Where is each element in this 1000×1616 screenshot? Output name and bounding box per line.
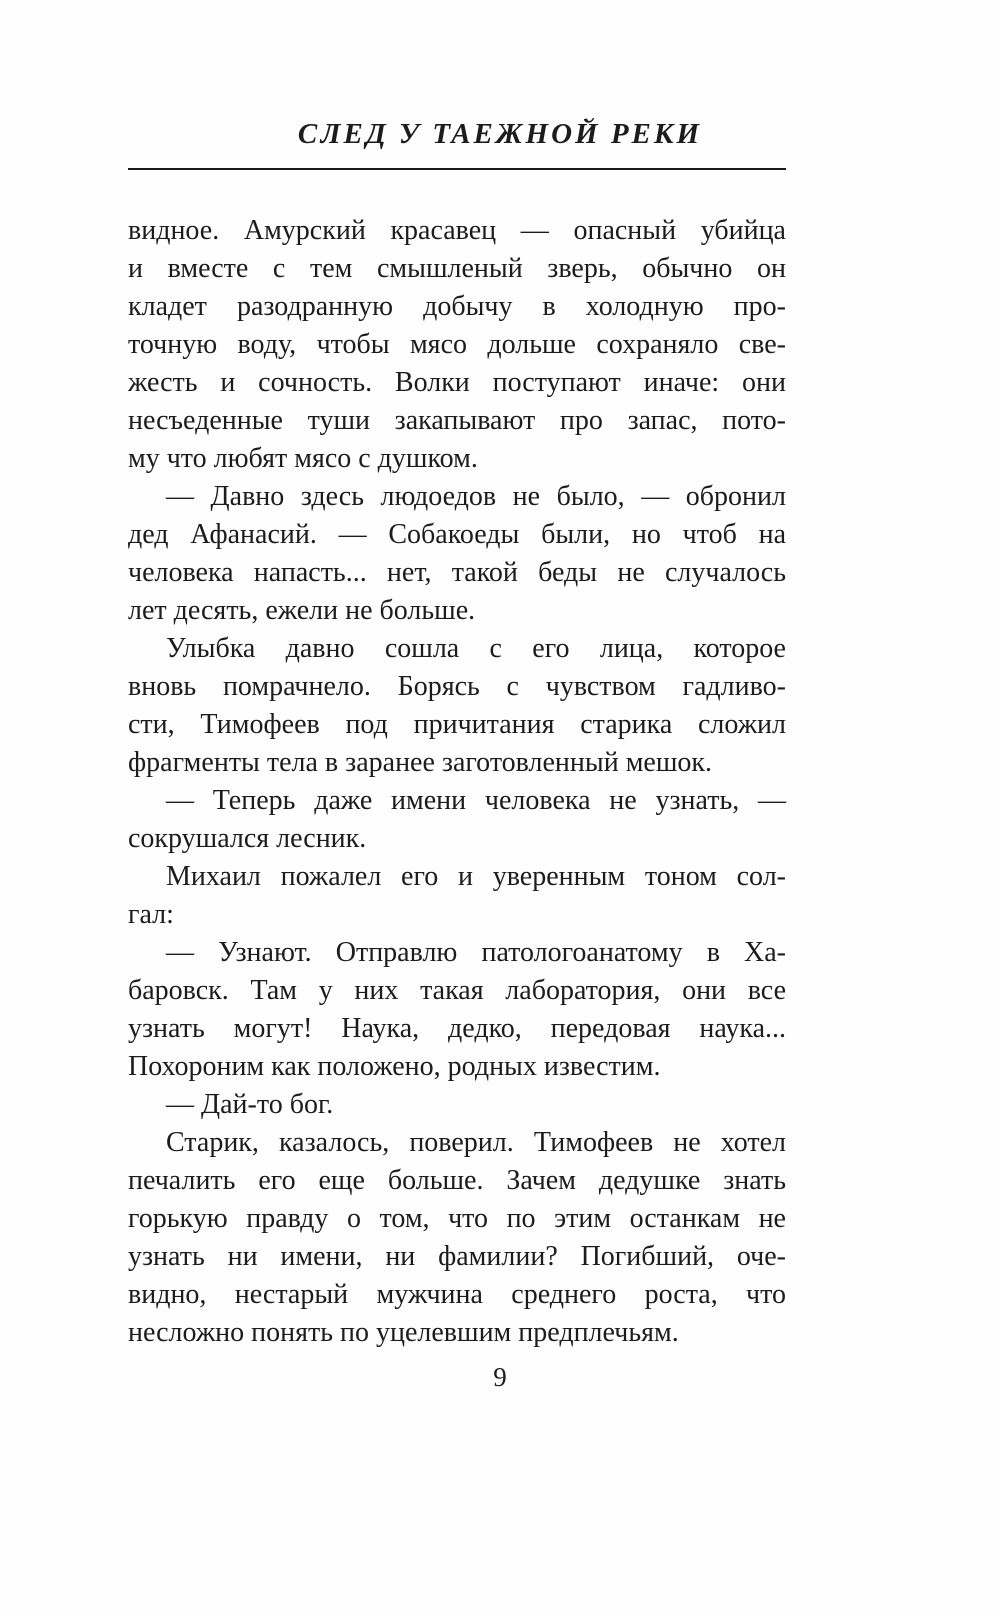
body-text bbox=[128, 212, 786, 1352]
paragraph bbox=[128, 212, 786, 478]
text-line: дед Афанасий. — Собакоеды были, но чтоб на bbox=[128, 519, 786, 550]
paragraph bbox=[128, 1124, 786, 1352]
text-line: видно, нестарый мужчина среднего роста, что bbox=[128, 1279, 786, 1310]
text-line: горькую правду о том, что по этим останкам не bbox=[128, 1203, 786, 1234]
text-line: му что любят мясо с душком. bbox=[128, 443, 478, 474]
text-line: фрагменты тела в заранее заготовленный мешок. bbox=[128, 747, 713, 778]
paragraph bbox=[128, 478, 786, 630]
paragraph bbox=[128, 934, 786, 1086]
paragraph bbox=[128, 1086, 786, 1124]
text-line: печалить его еще больше. Зачем дедушке знать bbox=[128, 1165, 786, 1196]
text-line: несложно понять по уцелевшим предплечьям. bbox=[128, 1317, 679, 1348]
text-line: несъеденные туши закапывают про запас, пото- bbox=[128, 405, 786, 436]
text-line: сти, Тимофеев под причитания старика сложил bbox=[128, 709, 786, 740]
text-line: Похороним как положено, родных известим. bbox=[128, 1051, 661, 1082]
paragraph bbox=[128, 858, 786, 934]
header-rule bbox=[128, 168, 786, 170]
paragraph bbox=[128, 630, 786, 782]
text-line: баровск. Там у них такая лаборатория, они все bbox=[128, 975, 786, 1006]
page-number: 9 bbox=[493, 1362, 507, 1392]
text-line: Улыбка давно сошла с его лица, которое bbox=[166, 633, 786, 664]
paragraph bbox=[128, 782, 786, 858]
text-line: кладет разодранную добычу в холодную про- bbox=[128, 291, 786, 322]
text-line: узнать ни имени, ни фамилии? Погибший, оче- bbox=[128, 1241, 786, 1272]
text-line: сокрушался лесник. bbox=[128, 823, 367, 854]
text-line: вновь помрачнело. Борясь с чувством гадливо- bbox=[128, 671, 786, 702]
running-head-title: СЛЕД У ТАЕЖНОЙ РЕКИ bbox=[297, 118, 703, 150]
text-line: Старик, казалось, поверил. Тимофеев не хотел bbox=[166, 1127, 786, 1158]
text-line: — Дай-то бог. bbox=[166, 1089, 334, 1120]
text-line: — Давно здесь людоедов не было, — обронил bbox=[166, 481, 786, 512]
text-line: точную воду, чтобы мясо дольше сохраняло све- bbox=[128, 329, 786, 360]
text-line: — Теперь даже имени человека не узнать, — bbox=[166, 785, 786, 816]
text-line: Михаил пожалел его и уверенным тоном сол- bbox=[166, 861, 786, 892]
text-line: лет десять, ежели не больше. bbox=[128, 595, 476, 626]
text-line: человека напасть... нет, такой беды не случалось bbox=[128, 557, 786, 588]
text-line: — Узнают. Отправлю патологоанатому в Ха- bbox=[166, 937, 786, 968]
text-line: узнать могут! Наука, дедко, передовая наука... bbox=[128, 1013, 786, 1044]
text-line: видное. Амурский красавец — опасный убийца bbox=[128, 215, 786, 246]
text-line: гал: bbox=[128, 899, 174, 930]
text-line: жесть и сочность. Волки поступают иначе: они bbox=[128, 367, 786, 398]
text-line: и вместе с тем смышленый зверь, обычно он bbox=[128, 253, 786, 284]
